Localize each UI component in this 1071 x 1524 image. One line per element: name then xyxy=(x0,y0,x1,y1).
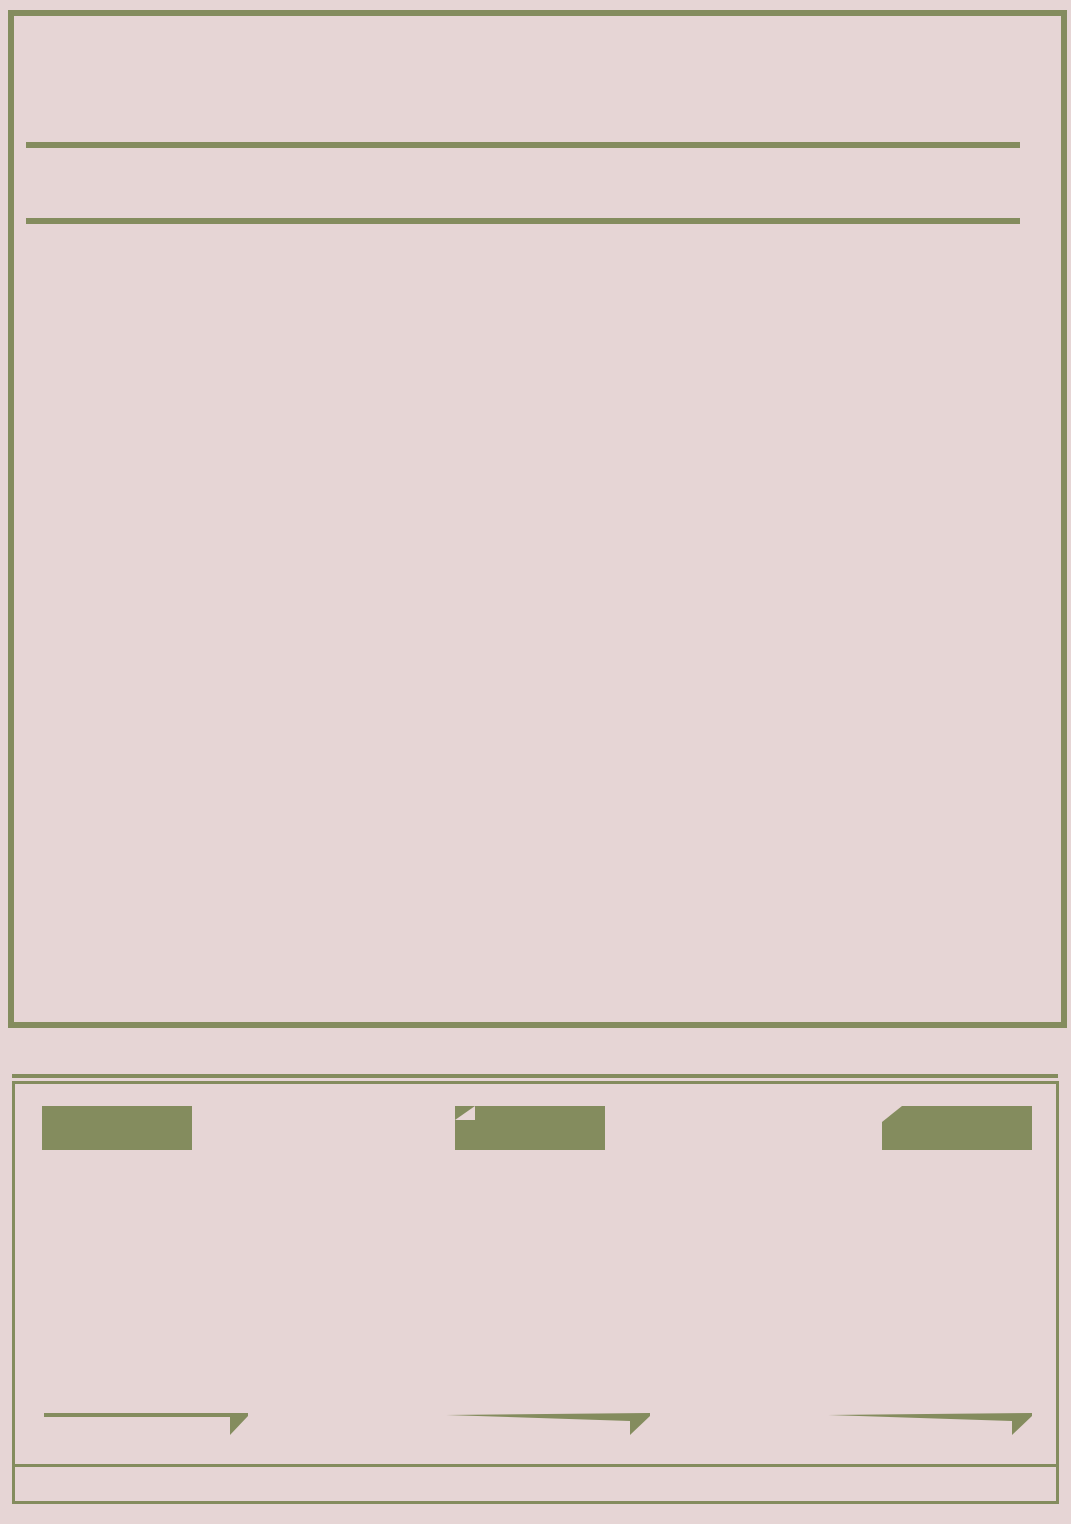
neaas-arrow xyxy=(828,1413,1033,1437)
nutrition-table-border xyxy=(8,10,1067,1028)
seaas-tag-corner xyxy=(455,1106,475,1150)
header-bottom-rule xyxy=(26,218,1020,224)
header-top-rule xyxy=(26,142,1020,148)
neaas-tag-corner xyxy=(882,1106,902,1150)
eaas-tag-edge xyxy=(182,1106,194,1150)
footnote-rule xyxy=(12,1464,1058,1467)
amino-profile-rule xyxy=(12,1074,1058,1078)
eaas-tag xyxy=(42,1106,192,1150)
eaas-arrow xyxy=(44,1413,249,1437)
seaas-arrow xyxy=(446,1413,651,1437)
seaas-tag xyxy=(455,1106,605,1150)
neaas-tag xyxy=(882,1106,1032,1150)
